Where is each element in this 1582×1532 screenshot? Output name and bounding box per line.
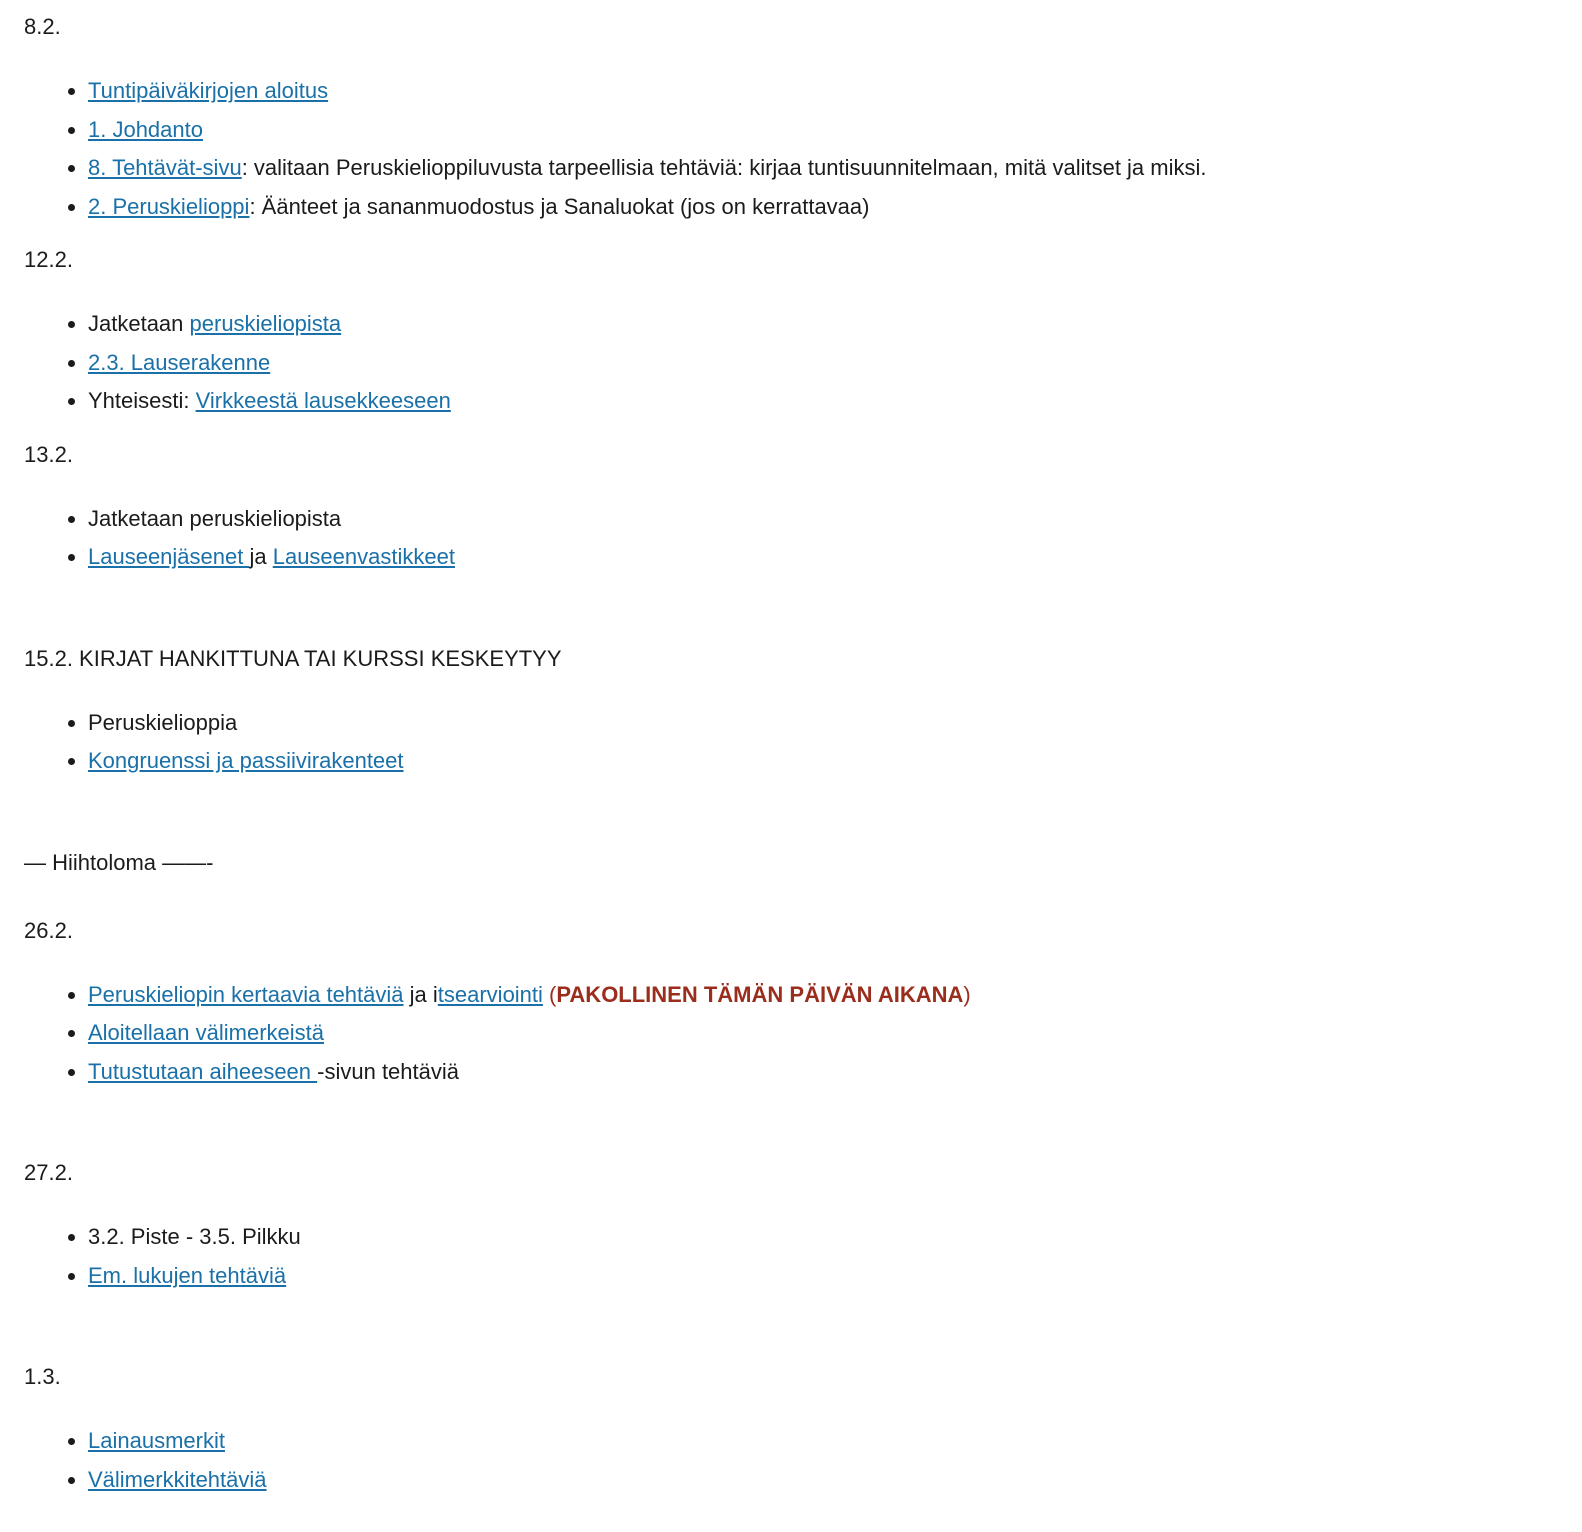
section-gap xyxy=(24,800,1552,848)
list-item xyxy=(88,72,1552,111)
link[interactable]: Lainausmerkit xyxy=(88,1428,225,1453)
content xyxy=(24,12,1552,1499)
list-item xyxy=(88,1422,1552,1461)
text-segment: ) xyxy=(963,981,971,1007)
list-item xyxy=(88,538,1552,577)
bullet-list xyxy=(24,72,1552,226)
bullet-list xyxy=(24,976,1552,1092)
bullet-list xyxy=(24,1218,1552,1295)
bullet-list xyxy=(24,1422,1552,1499)
list-item xyxy=(88,500,1552,539)
link[interactable]: Kongruenssi ja passiivirakenteet xyxy=(88,748,404,773)
text-segment: ja i xyxy=(403,981,438,1007)
bullet-list xyxy=(24,305,1552,421)
link[interactable]: Aloitellaan välimerkeistä xyxy=(88,1020,324,1045)
text-segment: Jatketaan peruskieliopista xyxy=(88,505,342,531)
date-heading: 12.2. xyxy=(24,247,73,272)
section-gap xyxy=(24,1314,1552,1362)
list-item xyxy=(88,1014,1552,1053)
text-segment: 3.2. Piste - 3.5. Pilkku xyxy=(88,1224,301,1249)
date-heading: 8.2. xyxy=(24,14,61,39)
list-item xyxy=(88,111,1552,150)
text-segment: Yhteisesti: xyxy=(88,388,196,413)
date-heading: 13.2. xyxy=(24,441,73,467)
bullet-list xyxy=(24,704,1552,781)
list-item xyxy=(88,1218,1552,1257)
text-segment: ja xyxy=(249,544,273,569)
text-segment: Jatketaan xyxy=(88,311,190,336)
date-heading: 1.3. xyxy=(24,1364,61,1389)
link[interactable]: Lauseenjäsenet xyxy=(88,544,250,569)
text-segment: Peruskielioppia xyxy=(88,709,238,735)
text-segment: : Äänteet ja sananmuodostus ja Sanaluokat (jos on kerrattavaa) xyxy=(249,193,870,219)
link[interactable]: Lauseenvastikkeet xyxy=(272,544,455,569)
link[interactable]: Virkkeestä lausekkeeseen xyxy=(195,388,451,413)
text-segment: : valitaan Peruskielioppiluvusta tarpeellisia tehtäviä: kirjaa tuntisuunnitelmaan, mitä valitset ja miksi. xyxy=(241,155,1207,180)
note-line: — Hiihtoloma ——- xyxy=(24,849,214,875)
list-item xyxy=(88,704,1552,743)
link[interactable]: 8. Tehtävät-sivu xyxy=(88,155,242,180)
alert-text: PAKOLLINEN TÄMÄN PÄIVÄN AIKANA xyxy=(556,981,964,1007)
bullet-list xyxy=(24,500,1552,577)
date-heading: 26.2. xyxy=(24,917,73,943)
list-item xyxy=(88,742,1552,781)
link[interactable]: Tuntipäiväkirjojen aloitus xyxy=(88,78,329,103)
list-item xyxy=(88,344,1552,383)
link[interactable]: 2. Peruskielioppi xyxy=(88,193,250,219)
list-item xyxy=(88,1257,1552,1296)
link[interactable]: 2.3. Lauserakenne xyxy=(88,349,271,375)
list-item xyxy=(88,188,1552,227)
section-gap xyxy=(24,1110,1552,1158)
list-item xyxy=(88,382,1552,421)
link[interactable]: Em. lukujen tehtäviä xyxy=(88,1262,287,1288)
link[interactable]: tsearviointi xyxy=(437,981,543,1007)
list-item xyxy=(88,1053,1552,1092)
list-item xyxy=(88,1461,1552,1500)
date-heading: 27.2. xyxy=(24,1160,73,1185)
link[interactable]: peruskieliopista xyxy=(189,311,342,336)
list-item xyxy=(88,149,1552,188)
text-segment: -sivun tehtäviä xyxy=(317,1058,459,1084)
date-heading: 15.2. KIRJAT HANKITTUNA TAI KURSSI KESKEYTYY xyxy=(24,645,562,671)
link[interactable]: Tutustutaan aiheeseen xyxy=(88,1058,318,1084)
text-segment: ( xyxy=(549,981,557,1007)
link[interactable]: 1. Johdanto xyxy=(88,116,203,142)
list-item xyxy=(88,305,1552,344)
section-gap xyxy=(24,596,1552,644)
list-item xyxy=(88,976,1552,1015)
link[interactable]: Välimerkkitehtäviä xyxy=(88,1466,267,1492)
link[interactable]: Peruskieliopin kertaavia tehtäviä xyxy=(88,981,404,1007)
